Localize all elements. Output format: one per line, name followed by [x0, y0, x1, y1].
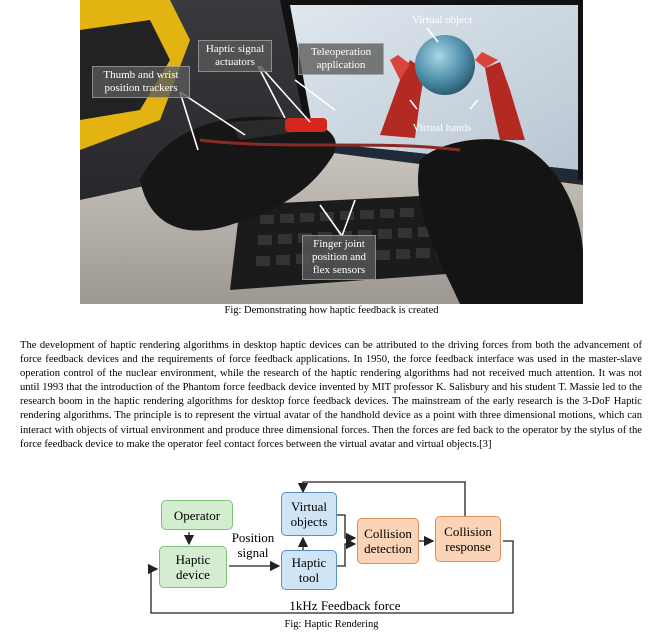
annotation-finger-joint: Finger joint position and flex sensors — [302, 235, 376, 280]
figure-2-caption: Fig: Haptic Rendering — [284, 619, 379, 630]
node-collision-response: Collision response — [435, 516, 501, 562]
body-paragraph: The development of haptic rendering algorithms in desktop haptic devices can be attributed to the driving forces from both the advancement of force feedback devices and the requirements of force feedback applications. In 1950, the force feedback interface was used in the master-slave operation control of the nuclear environment, while the research of the haptic rendering algorithms had not received much attention. It was not until 1993 that the introduction of the Phantom force feedback device invented by MIT professor K. Salisbury and his student T. Massie led to the research boom in the haptic rendering algorithms for desktop force feedback devices. The mainstream of the early research is the 3-DoF Haptic rendering algorithms. The principle is to represent the virtual avatar of the handhold device as a point with three dimensional motions, which can interact with objects of virtual environment and produce three dimensional forces. Then the forces are fed back to the operator by the stylus of the force feedback device to make the operator feel contact forces between the virtual avatar and virtual objects.[3] — [20, 340, 642, 450]
node-haptic-tool: Haptic tool — [281, 550, 337, 590]
edge-label-feedback-force: 1kHz Feedback force — [289, 598, 401, 613]
node-haptic-device: Haptic device — [159, 546, 227, 588]
node-collision-detection: Collision detection — [357, 518, 419, 564]
haptic-demo-photo — [80, 0, 583, 304]
figure-1-caption: Fig: Demonstrating how haptic feedback is created — [224, 305, 439, 316]
annotation-haptic-actuators: Haptic signal actuators — [198, 40, 272, 72]
annotation-teleoperation: Teleoperation application — [298, 43, 384, 75]
edge-label-position-signal: Position signal — [231, 530, 275, 560]
haptic-rendering-diagram — [145, 478, 517, 618]
annotation-trackers: Thumb and wrist position trackers — [92, 66, 190, 98]
node-operator: Operator — [161, 500, 233, 530]
node-virtual-objects: Virtual objects — [281, 492, 337, 536]
annotation-virtual-object: Virtual object — [411, 14, 473, 26]
annotation-virtual-hands: Virtual hands — [412, 122, 472, 134]
